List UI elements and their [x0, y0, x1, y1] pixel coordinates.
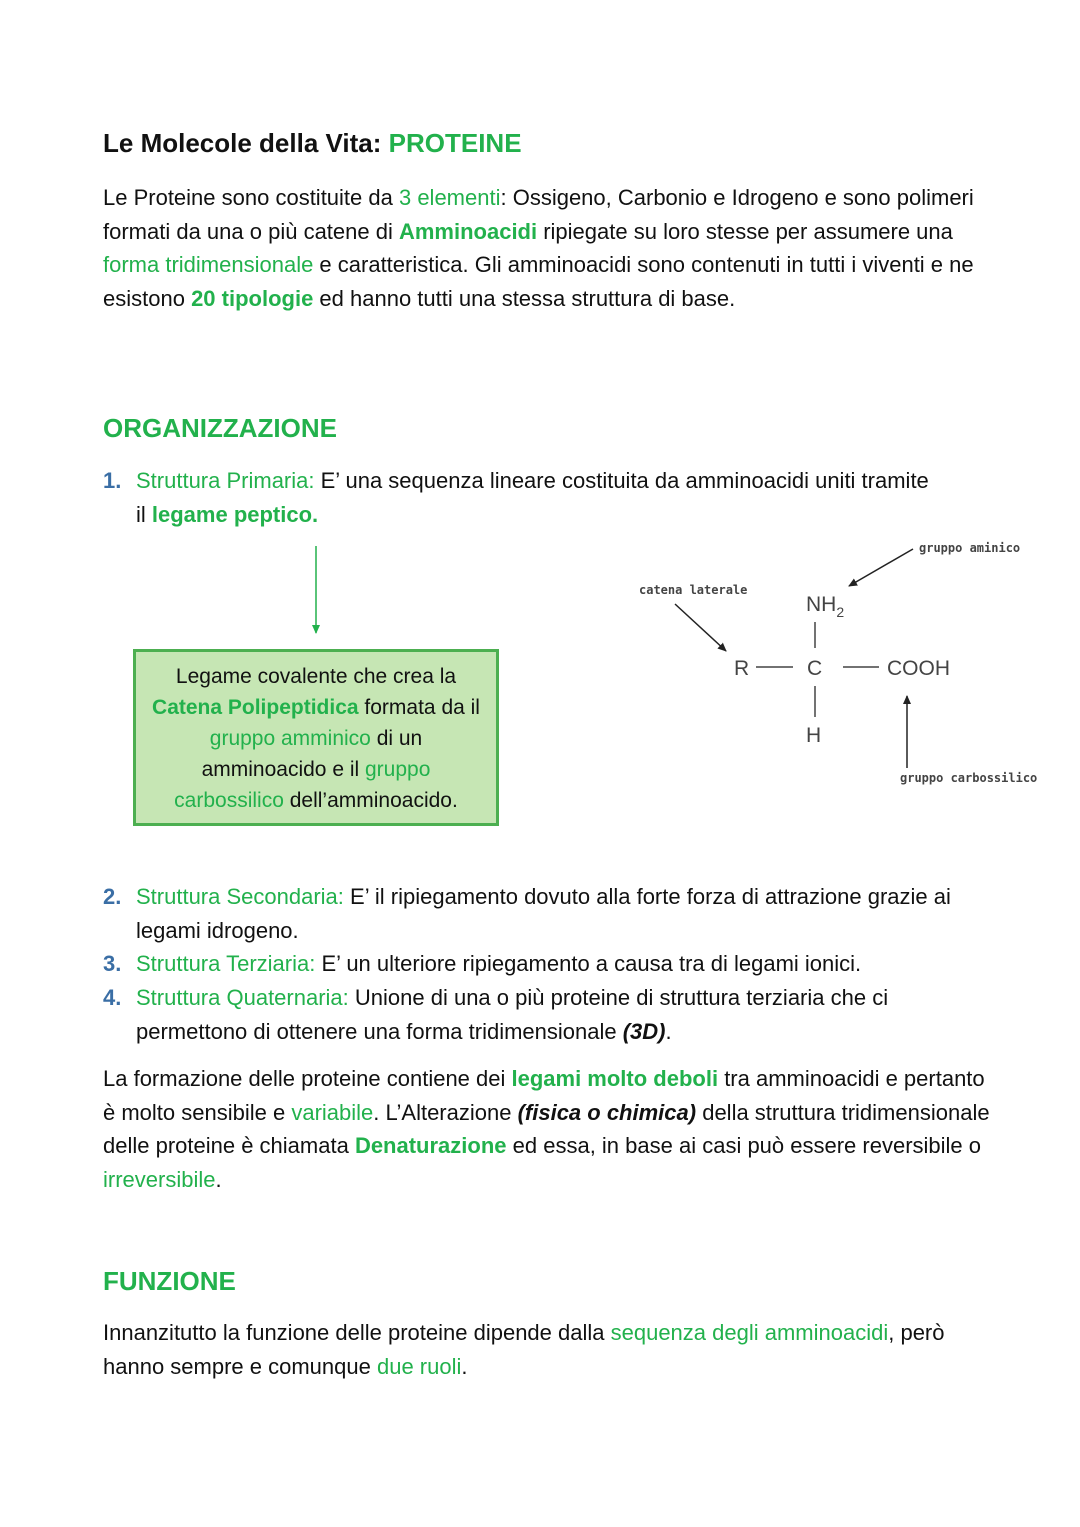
list-bold-1: legame peptico.	[151, 501, 319, 527]
list-item-4	[103, 981, 963, 1048]
atom-c: C	[807, 657, 823, 680]
intro-text-4: e caratteristica. Gli amminoacidi sono contenuti in tutti i viventi e ne esistono	[103, 252, 974, 311]
den-emphasis: (fisica o chimica)	[517, 1099, 697, 1125]
fun-text-3: .	[461, 1353, 468, 1379]
list-text-3: E’ un ulteriore ripiegamento a causa tra di legami ionici.	[315, 951, 862, 976]
den-text-4: della struttura tridimensionale delle proteine è chiamata	[103, 1099, 990, 1158]
denaturation-paragraph	[103, 1062, 993, 1196]
intro-highlight-amminoacidi: Amminoacidi	[398, 218, 538, 244]
den-text-2: tra amminoacidi e pertanto è molto sensibile e	[103, 1066, 985, 1125]
atom-nh2: $NH_2$	[806, 593, 845, 620]
den-text-5: ed essa, in base ai casi può essere reversibile o	[506, 1133, 982, 1158]
title-prefix: Le Molecole della Vita:	[103, 128, 382, 158]
list-emphasis-3d: (3D)	[622, 1018, 666, 1044]
list-number-4: 4.	[103, 985, 122, 1010]
heading-organizzazione: ORGANIZZAZIONE	[103, 413, 337, 443]
fun-text-2: , però hanno sempre e comunque	[103, 1320, 945, 1379]
list-item-2	[103, 880, 983, 947]
atom-r: R	[734, 657, 750, 680]
intro-text-5: ed hanno tutti una stessa struttura di base.	[313, 285, 736, 311]
intro-highlight-forma: forma tridimensionale	[103, 252, 314, 277]
box-line-5: carbossilico dell’amminoacido.	[174, 789, 458, 812]
intro-highlight-tipologie: 20 tipologie	[191, 285, 314, 311]
amino-arrow	[849, 549, 913, 586]
den-highlight-legami: legami molto deboli	[511, 1066, 719, 1091]
fun-highlight-ruoli: due ruoli	[376, 1353, 462, 1379]
den-highlight-irreversibile: irreversibile	[103, 1166, 216, 1192]
den-text-3: . L’Alterazione	[373, 1099, 518, 1125]
label-side-chain: catena laterale	[639, 583, 748, 597]
fun-text-1: Innanzitutto la funzione delle proteine dipende dalla	[103, 1320, 611, 1345]
box-line-4: amminoacido e il gruppo	[201, 758, 431, 781]
peptide-bond-box	[133, 649, 499, 826]
box-line-2: Catena Polipeptidica formata da il	[152, 696, 480, 719]
den-text-1: La formazione delle proteine contiene dei	[103, 1066, 512, 1091]
den-text-6: .	[215, 1166, 222, 1192]
intro-highlight-elements: 3 elementi	[398, 185, 501, 210]
intro-text-2: : Ossigeno, Carbonio e Idrogeno e sono polimeri formati da una o più catene di	[103, 185, 974, 244]
list-text-2: E’ il ripiegamento dovuto alla forte forza di attrazione grazie ai legami idrogeno.	[136, 884, 951, 943]
atom-nh2-subscript: 2	[836, 604, 845, 620]
title-highlight: PROTEINE	[388, 128, 522, 158]
label-amino-group: gruppo aminico	[919, 541, 1021, 555]
intro-text-1: Le Proteine sono costituite da	[103, 185, 399, 210]
atom-cooh: COOH	[887, 657, 950, 680]
list-label-2: Struttura Secondaria:	[136, 884, 344, 909]
list-label-3: Struttura Terziaria:	[136, 951, 316, 976]
list-label-1: Struttura Primaria:	[136, 468, 315, 493]
list-end-4: .	[665, 1018, 672, 1044]
box-line-3: gruppo amminico di un	[209, 727, 423, 750]
list-text-1: E’ una sequenza lineare costituita da amminoacidi uniti tramite il	[136, 468, 929, 527]
intro-text-3: ripiegate su loro stesse per assumere una	[537, 218, 953, 244]
heading-funzione: FUNZIONE	[103, 1266, 236, 1296]
side-chain-arrow	[675, 604, 726, 651]
den-highlight-variabile: variabile	[291, 1099, 374, 1125]
list-number-2: 2.	[103, 884, 122, 909]
list-item-3	[103, 947, 983, 981]
list-number-3: 3.	[103, 951, 122, 976]
den-highlight-denaturazione: Denaturazione	[354, 1133, 507, 1158]
atom-h: H	[806, 724, 822, 747]
box-line-1: Legame covalente che crea la	[175, 665, 457, 688]
label-carboxyl-group: gruppo carbossilico	[900, 771, 1038, 785]
list-label-4: Struttura Quaternaria:	[136, 985, 349, 1010]
list-text-4: Unione di una o più proteine di struttura terziaria che ci permettono di ottenere una forma tridimensionale	[136, 985, 889, 1044]
function-paragraph	[103, 1316, 963, 1383]
fun-highlight-sequenza: sequenza degli amminoacidi	[610, 1320, 889, 1345]
list-number-1: 1.	[103, 468, 122, 493]
